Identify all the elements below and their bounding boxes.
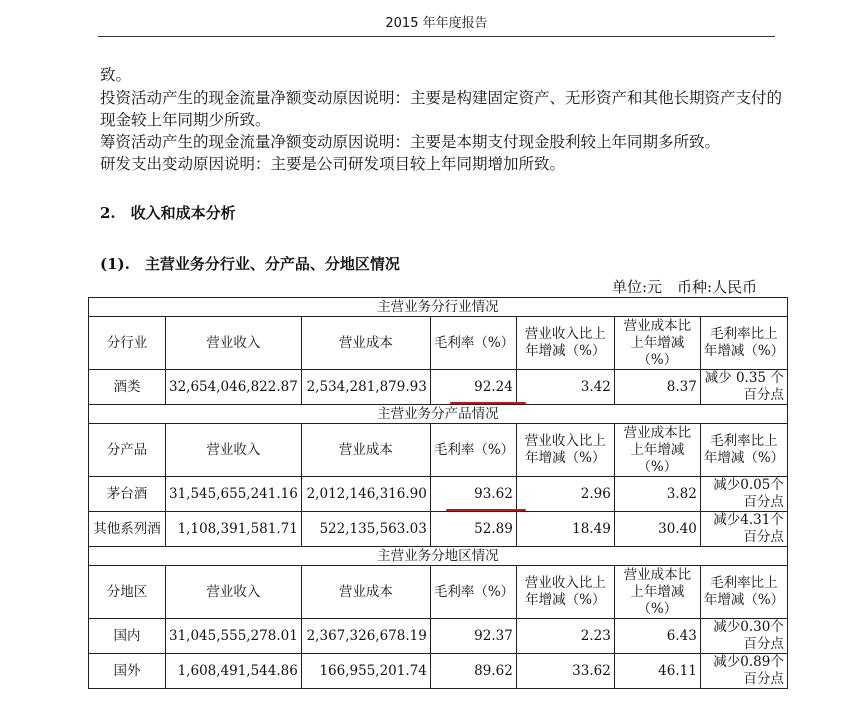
table-cell: 其他系列酒: [89, 512, 166, 547]
column-header: 营业成本: [301, 566, 430, 619]
table-cell: 6.43: [614, 619, 700, 654]
column-header: 毛利率比上年增减（%）: [700, 317, 787, 370]
table-cell: 92.37: [430, 619, 516, 654]
column-header: 营业成本比上年增减（%）: [614, 317, 700, 370]
column-header: 毛利率（%）: [430, 566, 516, 619]
paragraph: 研发支出变动原因说明：主要是公司研发项目较上年同期增加所致。: [100, 155, 566, 173]
section-title: 2. 收入和成本分析: [100, 204, 236, 222]
table-cell: 减少0.30个百分点: [700, 619, 787, 654]
section-header-row: [89, 547, 788, 566]
column-header: 营业成本: [301, 317, 430, 370]
table-cell: 522,135,563.03: [301, 512, 430, 547]
table-cell: 31,045,555,278.01: [166, 619, 302, 654]
table-cell: 33.62: [516, 654, 614, 689]
table-cell: 2.23: [516, 619, 614, 654]
table-cell: 93.62: [430, 477, 516, 512]
table-cell: 1,608,491,544.86: [166, 654, 302, 689]
table-cell: 8.37: [614, 370, 700, 405]
column-header-row: [89, 566, 788, 619]
table-cell: 18.49: [516, 512, 614, 547]
section-header-row: [89, 298, 788, 317]
column-header-row: [89, 317, 788, 370]
table-cell: 减少 0.35 个百分点: [700, 370, 787, 405]
column-header: 营业成本比上年增减（%）: [614, 566, 700, 619]
table-cell: 1,108,391,581.71: [166, 512, 302, 547]
column-header: 毛利率（%）: [430, 317, 516, 370]
report-header: 2015 年年度报告: [98, 12, 775, 37]
subsection-title: (1). 主营业务分行业、分产品、分地区情况: [100, 255, 400, 273]
revenue-cost-table: [88, 297, 788, 689]
table-cell: 32,654,046,822.87: [166, 370, 302, 405]
table-cell: 2,534,281,879.93: [301, 370, 430, 405]
table-cell: 2.96: [516, 477, 614, 512]
column-header: 营业收入比上年增减（%）: [516, 317, 614, 370]
table-row: [89, 477, 788, 512]
column-header: 营业收入: [166, 317, 302, 370]
table-row: [89, 619, 788, 654]
column-header: 毛利率（%）: [430, 424, 516, 477]
table-cell: 减少0.05个百分点: [700, 477, 787, 512]
column-header: 营业收入比上年增减（%）: [516, 566, 614, 619]
red-underline-annotation: [446, 509, 526, 511]
table-cell: 酒类: [89, 370, 166, 405]
table-cell: 166,955,201.74: [301, 654, 430, 689]
unit-label: 单位:元 币种:人民币: [612, 278, 758, 296]
column-header: 毛利率比上年增减（%）: [700, 566, 787, 619]
table-cell: 茅台酒: [89, 477, 166, 512]
red-underline-annotation: [450, 402, 526, 404]
table-cell: 46.11: [614, 654, 700, 689]
table-cell: 3.82: [614, 477, 700, 512]
table-row: [89, 370, 788, 405]
column-header: 毛利率比上年增减（%）: [700, 424, 787, 477]
section-title: 主营业务分产品情况: [89, 405, 788, 424]
table-cell: 3.42: [516, 370, 614, 405]
table-cell: 52.89: [430, 512, 516, 547]
column-header: 营业成本比上年增减（%）: [614, 424, 700, 477]
table-cell: 92.24: [430, 370, 516, 405]
table-cell: 89.62: [430, 654, 516, 689]
column-header: 营业收入: [166, 566, 302, 619]
column-header: 营业收入比上年增减（%）: [516, 424, 614, 477]
table-cell: 国内: [89, 619, 166, 654]
paragraph: 投资活动产生的现金流量净额变动原因说明：主要是构建固定资产、无形资产和其他长期资产支付的现金较上年同期少所致。: [100, 89, 783, 129]
table-cell: 减少0.89个百分点: [700, 654, 787, 689]
paragraph: 致。: [100, 66, 132, 84]
table-cell: 31,545,655,241.16: [166, 477, 302, 512]
column-header: 营业成本: [301, 424, 430, 477]
column-header-row: [89, 424, 788, 477]
table-row: [89, 512, 788, 547]
section-title: 主营业务分行业情况: [89, 298, 788, 317]
paragraph: 筹资活动产生的现金流量净额变动原因说明：主要是本期支付现金股利较上年同期多所致。: [100, 133, 721, 151]
table-cell: 减少4.31个百分点: [700, 512, 787, 547]
section-title: 主营业务分地区情况: [89, 547, 788, 566]
table-cell: 国外: [89, 654, 166, 689]
column-header: 分地区: [89, 566, 166, 619]
column-header: 分行业: [89, 317, 166, 370]
table-row: [89, 654, 788, 689]
column-header: 营业收入: [166, 424, 302, 477]
table-cell: 2,012,146,316.90: [301, 477, 430, 512]
table-cell: 2,367,326,678.19: [301, 619, 430, 654]
section-header-row: [89, 405, 788, 424]
column-header: 分产品: [89, 424, 166, 477]
table-cell: 30.40: [614, 512, 700, 547]
